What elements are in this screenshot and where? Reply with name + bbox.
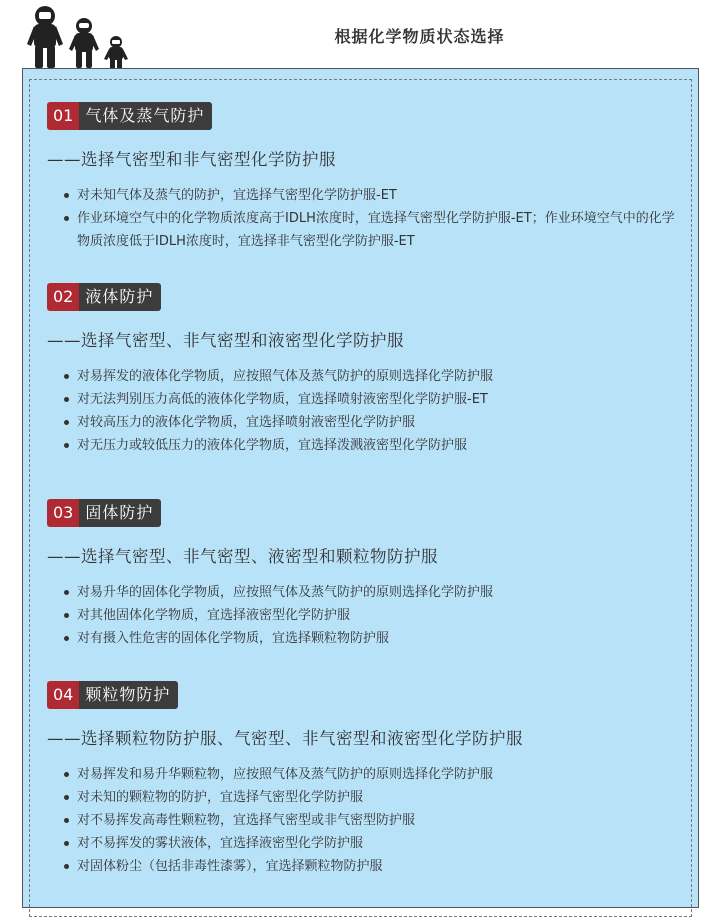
- section-number: 03: [47, 499, 79, 527]
- section-subtitle: ——选择气密型、非气密型、液密型和颗粒物防护服: [47, 547, 438, 566]
- section-title: 固体防护: [79, 499, 161, 527]
- item-list: [47, 581, 687, 650]
- list-item: 对较高压力的液体化学物质，宜选择喷射液密型化学防护服: [63, 411, 687, 434]
- section-title: 气体及蒸气防护: [79, 102, 212, 130]
- section-liquid: [47, 283, 687, 457]
- content-panel: [22, 68, 699, 908]
- section-particulate: [47, 681, 687, 878]
- item-list: [47, 365, 687, 457]
- section-solid: [47, 499, 687, 650]
- section-title: 颗粒物防护: [79, 681, 178, 709]
- list-item: 作业环境空气中的化学物质浓度高于IDLH浓度时，宜选择气密型化学防护服-ET；作业环境空气中的化学物质浓度低于IDLH浓度时，宜选择非气密型化学防护服-ET: [63, 207, 687, 253]
- list-item: 对其他固体化学物质，宜选择液密型化学防护服: [63, 604, 687, 627]
- section-subtitle: ——选择气密型、非气密型和液密型化学防护服: [47, 331, 404, 350]
- list-item: 对易升华的固体化学物质，应按照气体及蒸气防护的原则选择化学防护服: [63, 581, 687, 604]
- list-item: 对未知气体及蒸气的防护，宜选择气密型化学防护服-ET: [63, 184, 687, 207]
- list-item: 对固体粉尘（包括非毒性漆雾），宜选择颗粒物防护服: [63, 855, 687, 878]
- list-item: 对不易挥发的雾状液体，宜选择液密型化学防护服: [63, 832, 687, 855]
- page-title: 根据化学物质状态选择: [334, 27, 505, 46]
- section-gas-vapor: [47, 102, 687, 253]
- item-list: [47, 184, 687, 253]
- section-number: 04: [47, 681, 79, 709]
- section-badge: [47, 681, 178, 709]
- list-item: 对不易挥发高毒性颗粒物，宜选择气密型或非气密型防护服: [63, 809, 687, 832]
- list-item: 对未知的颗粒物的防护，宜选择气密型化学防护服: [63, 786, 687, 809]
- list-item: 对有摄入性危害的固体化学物质，宜选择颗粒物防护服: [63, 627, 687, 650]
- list-item: 对无法判别压力高低的液体化学物质，宜选择喷射液密型化学防护服-ET: [63, 388, 687, 411]
- list-item: 对易挥发和易升华颗粒物，应按照气体及蒸气防护的原则选择化学防护服: [63, 763, 687, 786]
- section-badge: [47, 102, 212, 130]
- list-item: 对无压力或较低压力的液体化学物质，宜选择泼溅液密型化学防护服: [63, 434, 687, 457]
- section-subtitle: ——选择气密型和非气密型化学防护服: [47, 150, 336, 169]
- header: [0, 0, 721, 72]
- section-title: 液体防护: [79, 283, 161, 311]
- section-badge: [47, 499, 161, 527]
- section-number: 02: [47, 283, 79, 311]
- section-number: 01: [47, 102, 79, 130]
- section-subtitle: ——选择颗粒物防护服、气密型、非气密型和液密型化学防护服: [47, 729, 523, 748]
- item-list: [47, 763, 687, 878]
- list-item: 对易挥发的液体化学物质，应按照气体及蒸气防护的原则选择化学防护服: [63, 365, 687, 388]
- section-badge: [47, 283, 161, 311]
